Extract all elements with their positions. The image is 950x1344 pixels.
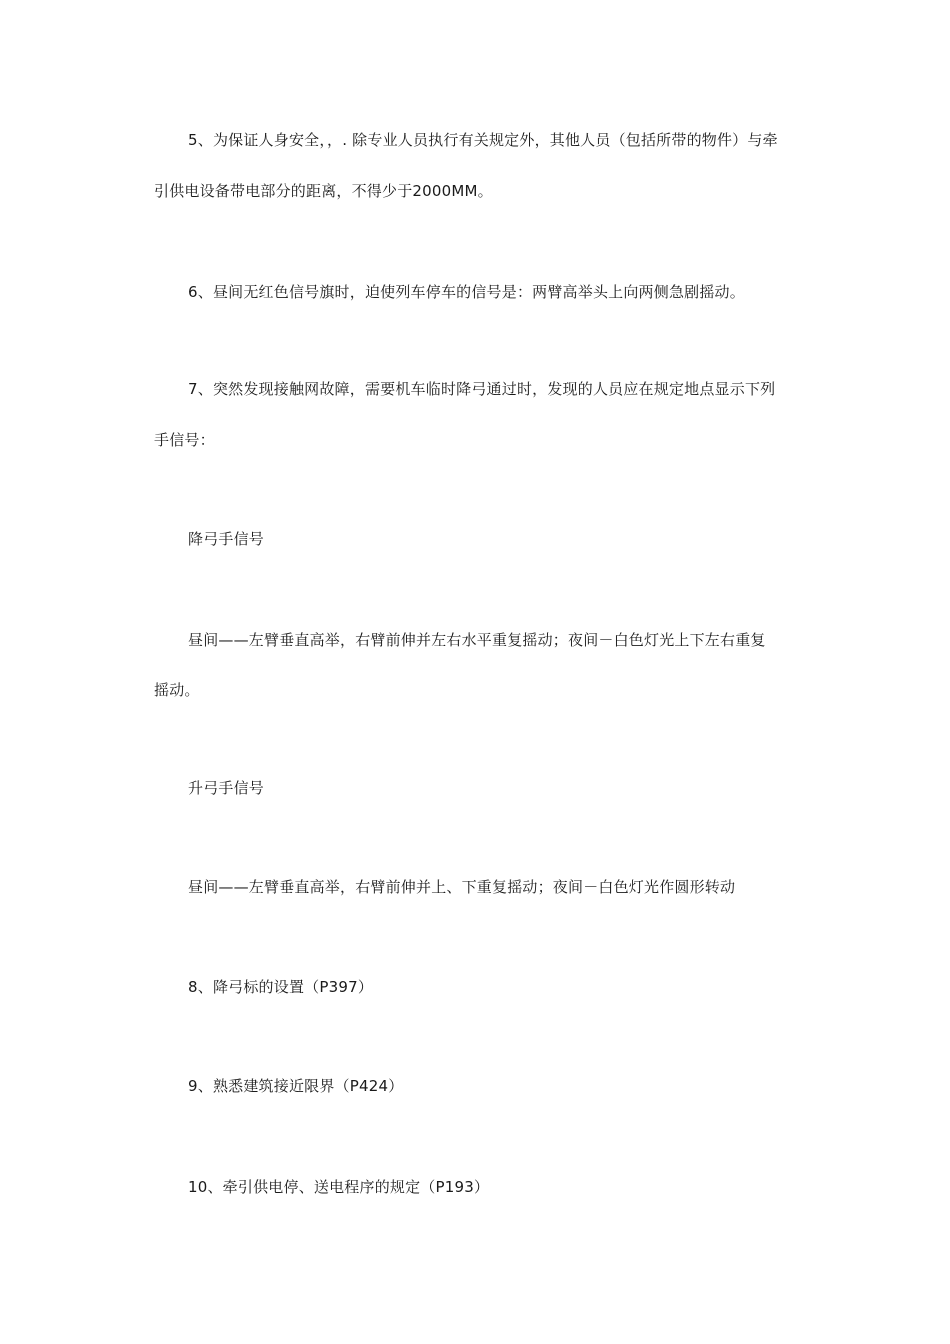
lower-signal-line-2: 摇动。 (154, 681, 200, 699)
heading-lower-pantograph-signal: 降弓手信号 (188, 530, 265, 548)
paragraph-10: 10、牵引供电停、送电程序的规定（P193） (188, 1178, 490, 1196)
lower-signal-line-1: 昼间——左臂垂直高举，右臂前伸并左右水平重复摇动；夜间－白色灯光上下左右重复 (188, 631, 766, 649)
paragraph-6-line-1: 6、昼间无红色信号旗时，迫使列车停车的信号是：两臂高举头上向两侧急剧摇动。 (188, 283, 745, 301)
paragraph-7-line-1: 7、突然发现接触网故障，需要机车临时降弓通过时，发现的人员应在规定地点显示下列 (188, 380, 776, 398)
paragraph-7-line-2: 手信号： (154, 431, 215, 449)
paragraph-5-line-2: 引供电设备带电部分的距离，不得少于2000MM。 (154, 182, 493, 200)
raise-signal-line-1: 昼间——左臂垂直高举，右臂前伸并上、下重复摇动；夜间－白色灯光作圆形转动 (188, 878, 736, 896)
paragraph-8: 8、降弓标的设置（P397） (188, 978, 374, 996)
paragraph-9: 9、熟悉建筑接近限界（P424） (188, 1077, 404, 1095)
paragraph-5-line-1: 5、为保证人身安全，，. 除专业人员执行有关规定外，其他人员（包括所带的物件）与牵 (188, 131, 778, 149)
heading-raise-pantograph-signal: 升弓手信号 (188, 779, 265, 797)
